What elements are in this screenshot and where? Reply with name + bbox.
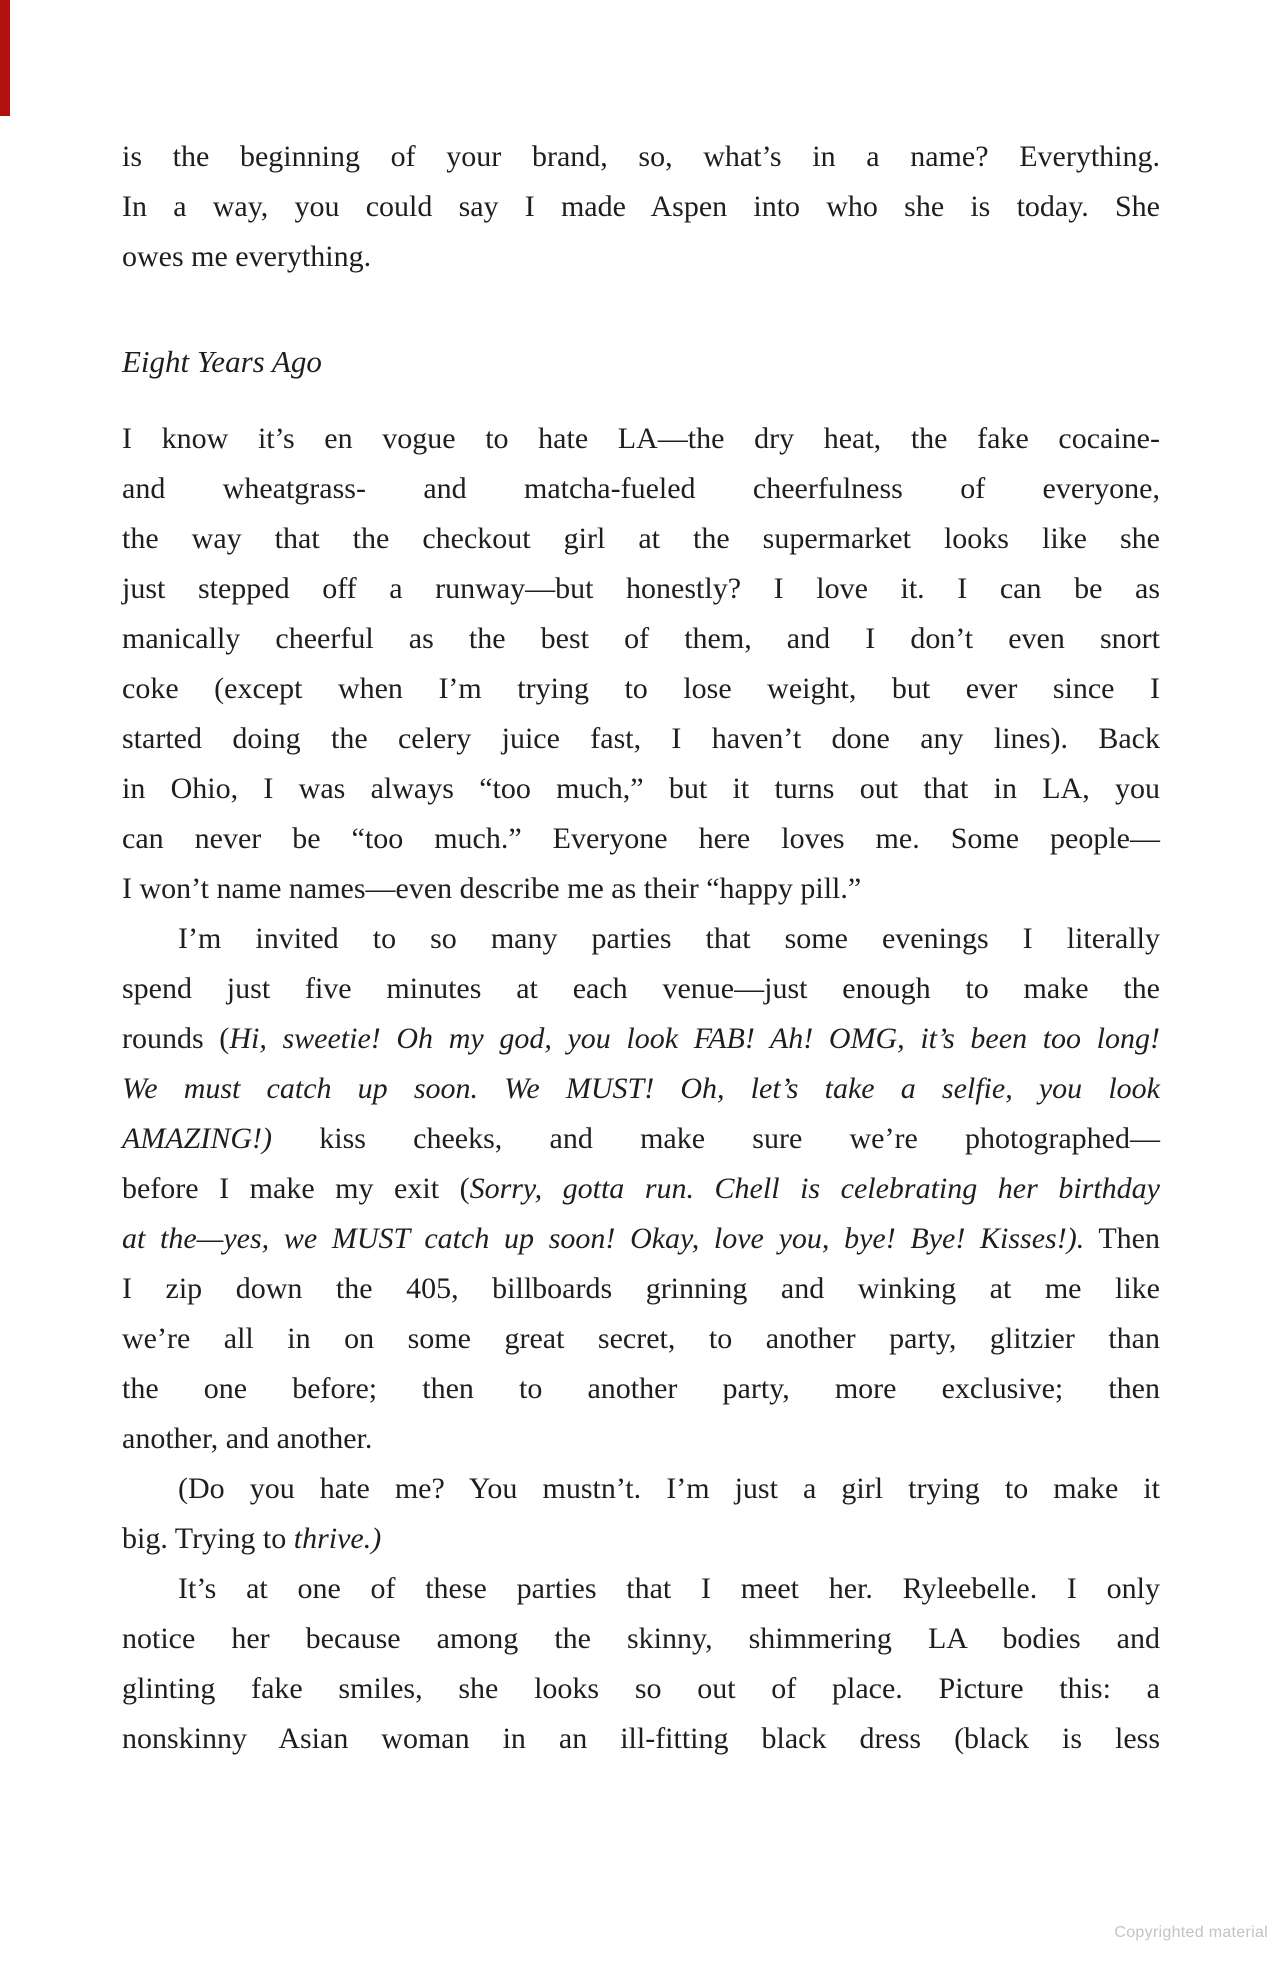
section-heading: Eight Years Ago xyxy=(122,344,322,379)
italic-text-segment: We must catch up soon. We MUST! Oh, let’s take a selfie, you look xyxy=(122,1072,1160,1105)
text-segment: owes me everything. xyxy=(122,240,372,273)
text-line xyxy=(122,614,1160,664)
text-line xyxy=(122,1664,1160,1714)
text-segment: I won’t name names—even describe me as their “happy pill.” xyxy=(122,872,862,905)
text-segment: is the beginning of your brand, so, what’s in a name? Everything. xyxy=(122,140,1160,173)
text-segment: can never be “too much.” Everyone here loves me. Some people— xyxy=(122,822,1160,855)
text-segment: before I make my exit ( xyxy=(122,1172,470,1205)
text-line xyxy=(122,864,1160,914)
paragraph xyxy=(122,914,1160,1464)
text-segment: I know it’s en vogue to hate LA—the dry heat, the fake cocaine- xyxy=(122,422,1160,455)
text-line xyxy=(122,1314,1160,1364)
page-text-column xyxy=(122,0,1160,1764)
text-segment: notice her because among the skinny, shimmering LA bodies and xyxy=(122,1622,1160,1655)
text-line xyxy=(122,1114,1160,1164)
text-line xyxy=(122,1414,1160,1464)
text-segment: kiss cheeks, and make sure we’re photographed— xyxy=(271,1122,1160,1155)
text-line xyxy=(122,1464,1160,1514)
italic-text-segment: thrive.) xyxy=(293,1522,382,1555)
paragraph xyxy=(122,1564,1160,1764)
text-segment: coke (except when I’m trying to lose weight, but ever since I xyxy=(122,672,1160,705)
text-line xyxy=(122,1564,1160,1614)
text-line xyxy=(122,1064,1160,1114)
text-line xyxy=(122,664,1160,714)
italic-text-segment: AMAZING!) xyxy=(122,1122,272,1155)
text-line xyxy=(122,232,1160,282)
text-segment: glinting fake smiles, she looks so out of place. Picture this: a xyxy=(122,1672,1160,1705)
text-line xyxy=(122,764,1160,814)
text-segment: It’s at one of these parties that I meet her. Ryleebelle. I only xyxy=(178,1572,1160,1605)
text-line xyxy=(122,1014,1160,1064)
text-line xyxy=(122,964,1160,1014)
text-segment: started doing the celery juice fast, I haven’t done any lines). Back xyxy=(122,722,1160,755)
text-line xyxy=(122,1164,1160,1214)
text-segment: I’m invited to so many parties that some evenings I literally xyxy=(178,922,1160,955)
text-segment: just stepped off a runway—but honestly? I love it. I can be as xyxy=(122,572,1160,605)
text-segment: big. Trying to xyxy=(122,1522,294,1555)
text-line xyxy=(122,1614,1160,1664)
text-segment: nonskinny Asian woman in an ill-fitting black dress (black is less xyxy=(122,1722,1160,1755)
italic-text-segment: at the—yes, we MUST catch up soon! Okay, love you, bye! Bye! Kisses!). xyxy=(122,1222,1085,1255)
italic-text-segment: Sorry, gotta run. Chell is celebrating her birthday xyxy=(469,1172,1160,1205)
text-segment: (Do you hate me? You mustn’t. I’m just a girl trying to make it xyxy=(178,1472,1160,1505)
text-segment: Then xyxy=(1084,1222,1160,1255)
text-line xyxy=(122,1264,1160,1314)
text-line xyxy=(122,1714,1160,1764)
text-segment: another, and another. xyxy=(122,1422,373,1455)
text-line xyxy=(122,182,1160,232)
text-line xyxy=(122,1514,1160,1564)
text-line xyxy=(122,564,1160,614)
text-segment: I zip down the 405, billboards grinning and winking at me like xyxy=(122,1272,1160,1305)
text-line xyxy=(122,132,1160,182)
text-segment: the one before; then to another party, more exclusive; then xyxy=(122,1372,1160,1405)
text-line xyxy=(122,914,1160,964)
paragraph xyxy=(122,132,1160,282)
paragraph xyxy=(122,1464,1160,1564)
text-line xyxy=(122,464,1160,514)
text-line xyxy=(122,414,1160,464)
text-line xyxy=(122,1364,1160,1414)
paragraph xyxy=(122,414,1160,914)
text-line xyxy=(122,714,1160,764)
text-segment: we’re all in on some great secret, to another party, glitzier than xyxy=(122,1322,1160,1355)
italic-text-segment: Hi, sweetie! Oh my god, you look FAB! Ah! OMG, it’s been too long! xyxy=(229,1022,1161,1055)
text-segment: the way that the checkout girl at the supermarket looks like she xyxy=(122,522,1160,555)
copyright-watermark: Copyrighted material xyxy=(1114,1924,1268,1941)
text-segment: in Ohio, I was always “too much,” but it turns out that in LA, you xyxy=(122,772,1160,805)
text-segment: rounds ( xyxy=(122,1022,230,1055)
text-segment: manically cheerful as the best of them, and I don’t even snort xyxy=(122,622,1160,655)
text-line xyxy=(122,514,1160,564)
text-segment: spend just five minutes at each venue—just enough to make the xyxy=(122,972,1160,1005)
text-segment: In a way, you could say I made Aspen into who she is today. She xyxy=(122,190,1160,223)
text-line xyxy=(122,1214,1160,1264)
text-segment: and wheatgrass- and matcha-fueled cheerfulness of everyone, xyxy=(122,472,1160,505)
page-edge-marker xyxy=(0,0,10,116)
text-line xyxy=(122,814,1160,864)
